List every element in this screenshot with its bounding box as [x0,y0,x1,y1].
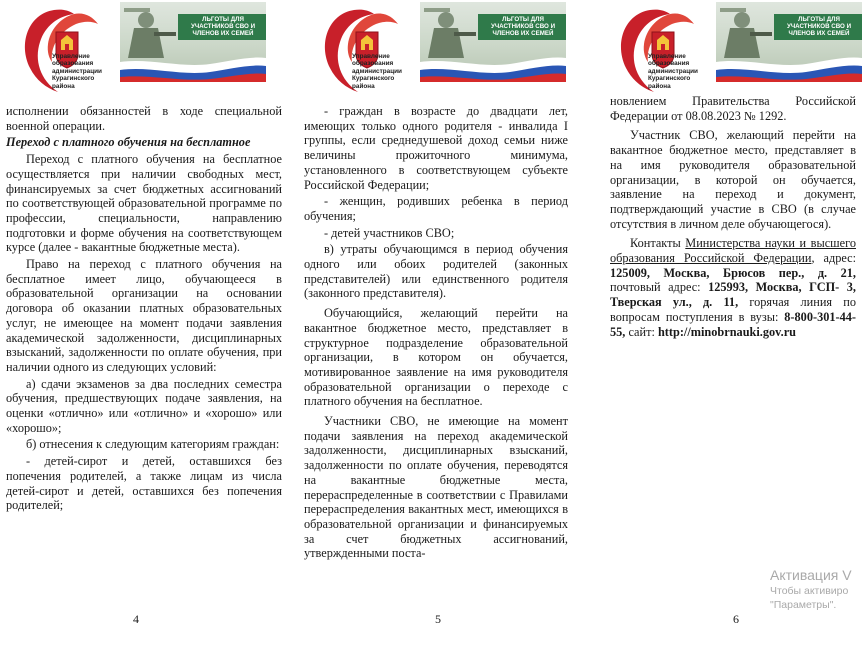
text-fragment: сайт: [625,324,658,339]
paragraph: Право на переход с платного обучения на бесплатное имеет лицо, обучающееся в образовательной организации на основании договора об оказании платных образовательных услуг, не имеющее на момент подачи заявления академической задолженности, дисциплинарных взысканий, задолженности по оплате обучения, при наличии одного из следующих условий: [6,257,282,374]
page-number: 4 [133,612,139,626]
paragraph: Переход с платного обучения на бесплатное осуществляется при наличии свободных мест, финансируемых за счет бюджетных ассигнований по соответствующей образовательной программе по профессии, специальности, направлению подготовки и форме обучения на соответствующем курсе (далее - вакантные бюджетные места). [6,152,282,255]
contacts-prefix: Контакты [630,236,686,251]
page-number: 5 [435,612,441,626]
postal-address: 125993, Москва, ГСП- 3, Тверская ул., д. 11, [610,280,856,310]
booklet-page-5 [300,0,578,651]
page-number: 6 [733,612,739,626]
page-banner [596,0,862,96]
text-fragment: горячая линия по вопросам поступления в вузы: [610,295,856,324]
page-banner [300,0,578,96]
paragraph: а) сдачи экзаменов за два последних семестра обучения, предшествующих подаче заявления, на оценки «отлично» или «отлично» и «хорошо» или «хорошо»; [6,376,282,435]
benefits-banner-text: ЛЬГОТЫ ДЛЯ УЧАСТНИКОВ СВО И ЧЛЕНОВ ИХ СЕМЕЙ [478,14,566,40]
section-heading: Переход с платного обучения на бесплатное [6,135,251,150]
paragraph: - женщин, родивших ребенка в период обучения; [304,194,568,223]
watermark-line: Чтобы активиро [770,585,849,597]
benefits-banner-text: ЛЬГОТЫ ДЛЯ УЧАСТНИКОВ СВО И ЧЛЕНОВ ИХ СЕМЕЙ [774,14,862,40]
logo-caption: Управление образования администрации Курагинского района [648,53,698,90]
paragraph: - детей участников СВО; [324,225,455,240]
paragraph: Участник СВО, желающий перейти на вакантное бюджетное место, представляет в на имя руководителя образовательной организации, в которой он обучается, заявление на переход и документ, подтверждающий участие в СВО (в случае отсутствия в личном деле обучающегося). [610,128,856,231]
website-link[interactable]: http://minobrnauki.gov.ru [657,324,797,339]
ministry-link[interactable]: Министерства науки и высшего образования Российской Федерации [610,236,856,266]
soldier-banner-image [120,2,266,82]
page-text [610,94,856,341]
paragraph: в) утраты обучающимся в период обучения одного или обоих родителей (законных представителей) или единственного родителя (законного представителя). [304,242,568,301]
page-text [304,104,568,563]
contacts-paragraph [610,236,856,339]
paragraph: Участники СВО, не имеющие на момент подачи заявления на переход академической задолженности, дисциплинарных взысканий, задолженности по оплате обучения, переводятся на вакантные бюджетные места, перераспределенные в соответствии с Правилами перераспределения вакантных мест, имеющихся в образовательной организации и финансируемых за счет бюджетных ассигнований, утвержденными поста- [304,414,568,561]
paragraph: исполнении обязанностей в ходе специальной военной операции. [6,104,282,133]
watermark-title: Активация V [770,567,852,583]
logo-caption: Управление образования администрации Курагинского района [52,53,102,90]
text-fragment: почтовый адрес: [610,280,709,295]
booklet-page-4 [0,0,290,651]
page-banner [0,0,290,96]
soldier-banner-image [716,2,862,82]
soldier-banner-image [420,2,566,82]
booklet-page-6 [596,0,862,651]
benefits-banner-text: ЛЬГОТЫ ДЛЯ УЧАСТНИКОВ СВО И ЧЛЕНОВ ИХ СЕМЕЙ [178,14,266,40]
page-text [6,104,282,515]
hotline-phone: 8-800-301-44-55, [610,309,856,339]
paragraph: - детей-сирот и детей, оставшихся без попечения родителей, а также лицам из числа детей-сирот и детей, оставшихся без попечения родителей; [6,454,282,513]
paragraph: Обучающийся, желающий перейти на вакантное бюджетное место, представляет в структурное подразделение образовательной организации, в котором он обучается, мотивированное заявление на имя руководителя образовательной организации о переходе с платного обучения на бесплатное. [304,306,568,409]
paragraph: - граждан в возрасте до двадцати лет, имеющих только одного родителя - инвалида I группы, если среднедушевой доход семьи ниже величины прожиточного минимума, установленного в соответствующем субъекте Российской Федерации; [304,104,568,192]
watermark-line: "Параметры". [770,599,837,611]
paragraph: б) отнесения к следующим категориям граждан: [26,437,280,452]
address: 125009, Москва, Брюсов пер., д. 21, [610,265,856,280]
activation-watermark [770,566,862,612]
logo-caption: Управление образования администрации Курагинского района [352,53,402,90]
paragraph: новлением Правительства Российской Федерации от 08.08.2023 № 1292. [610,94,856,123]
text-fragment: , адрес: [811,251,856,266]
